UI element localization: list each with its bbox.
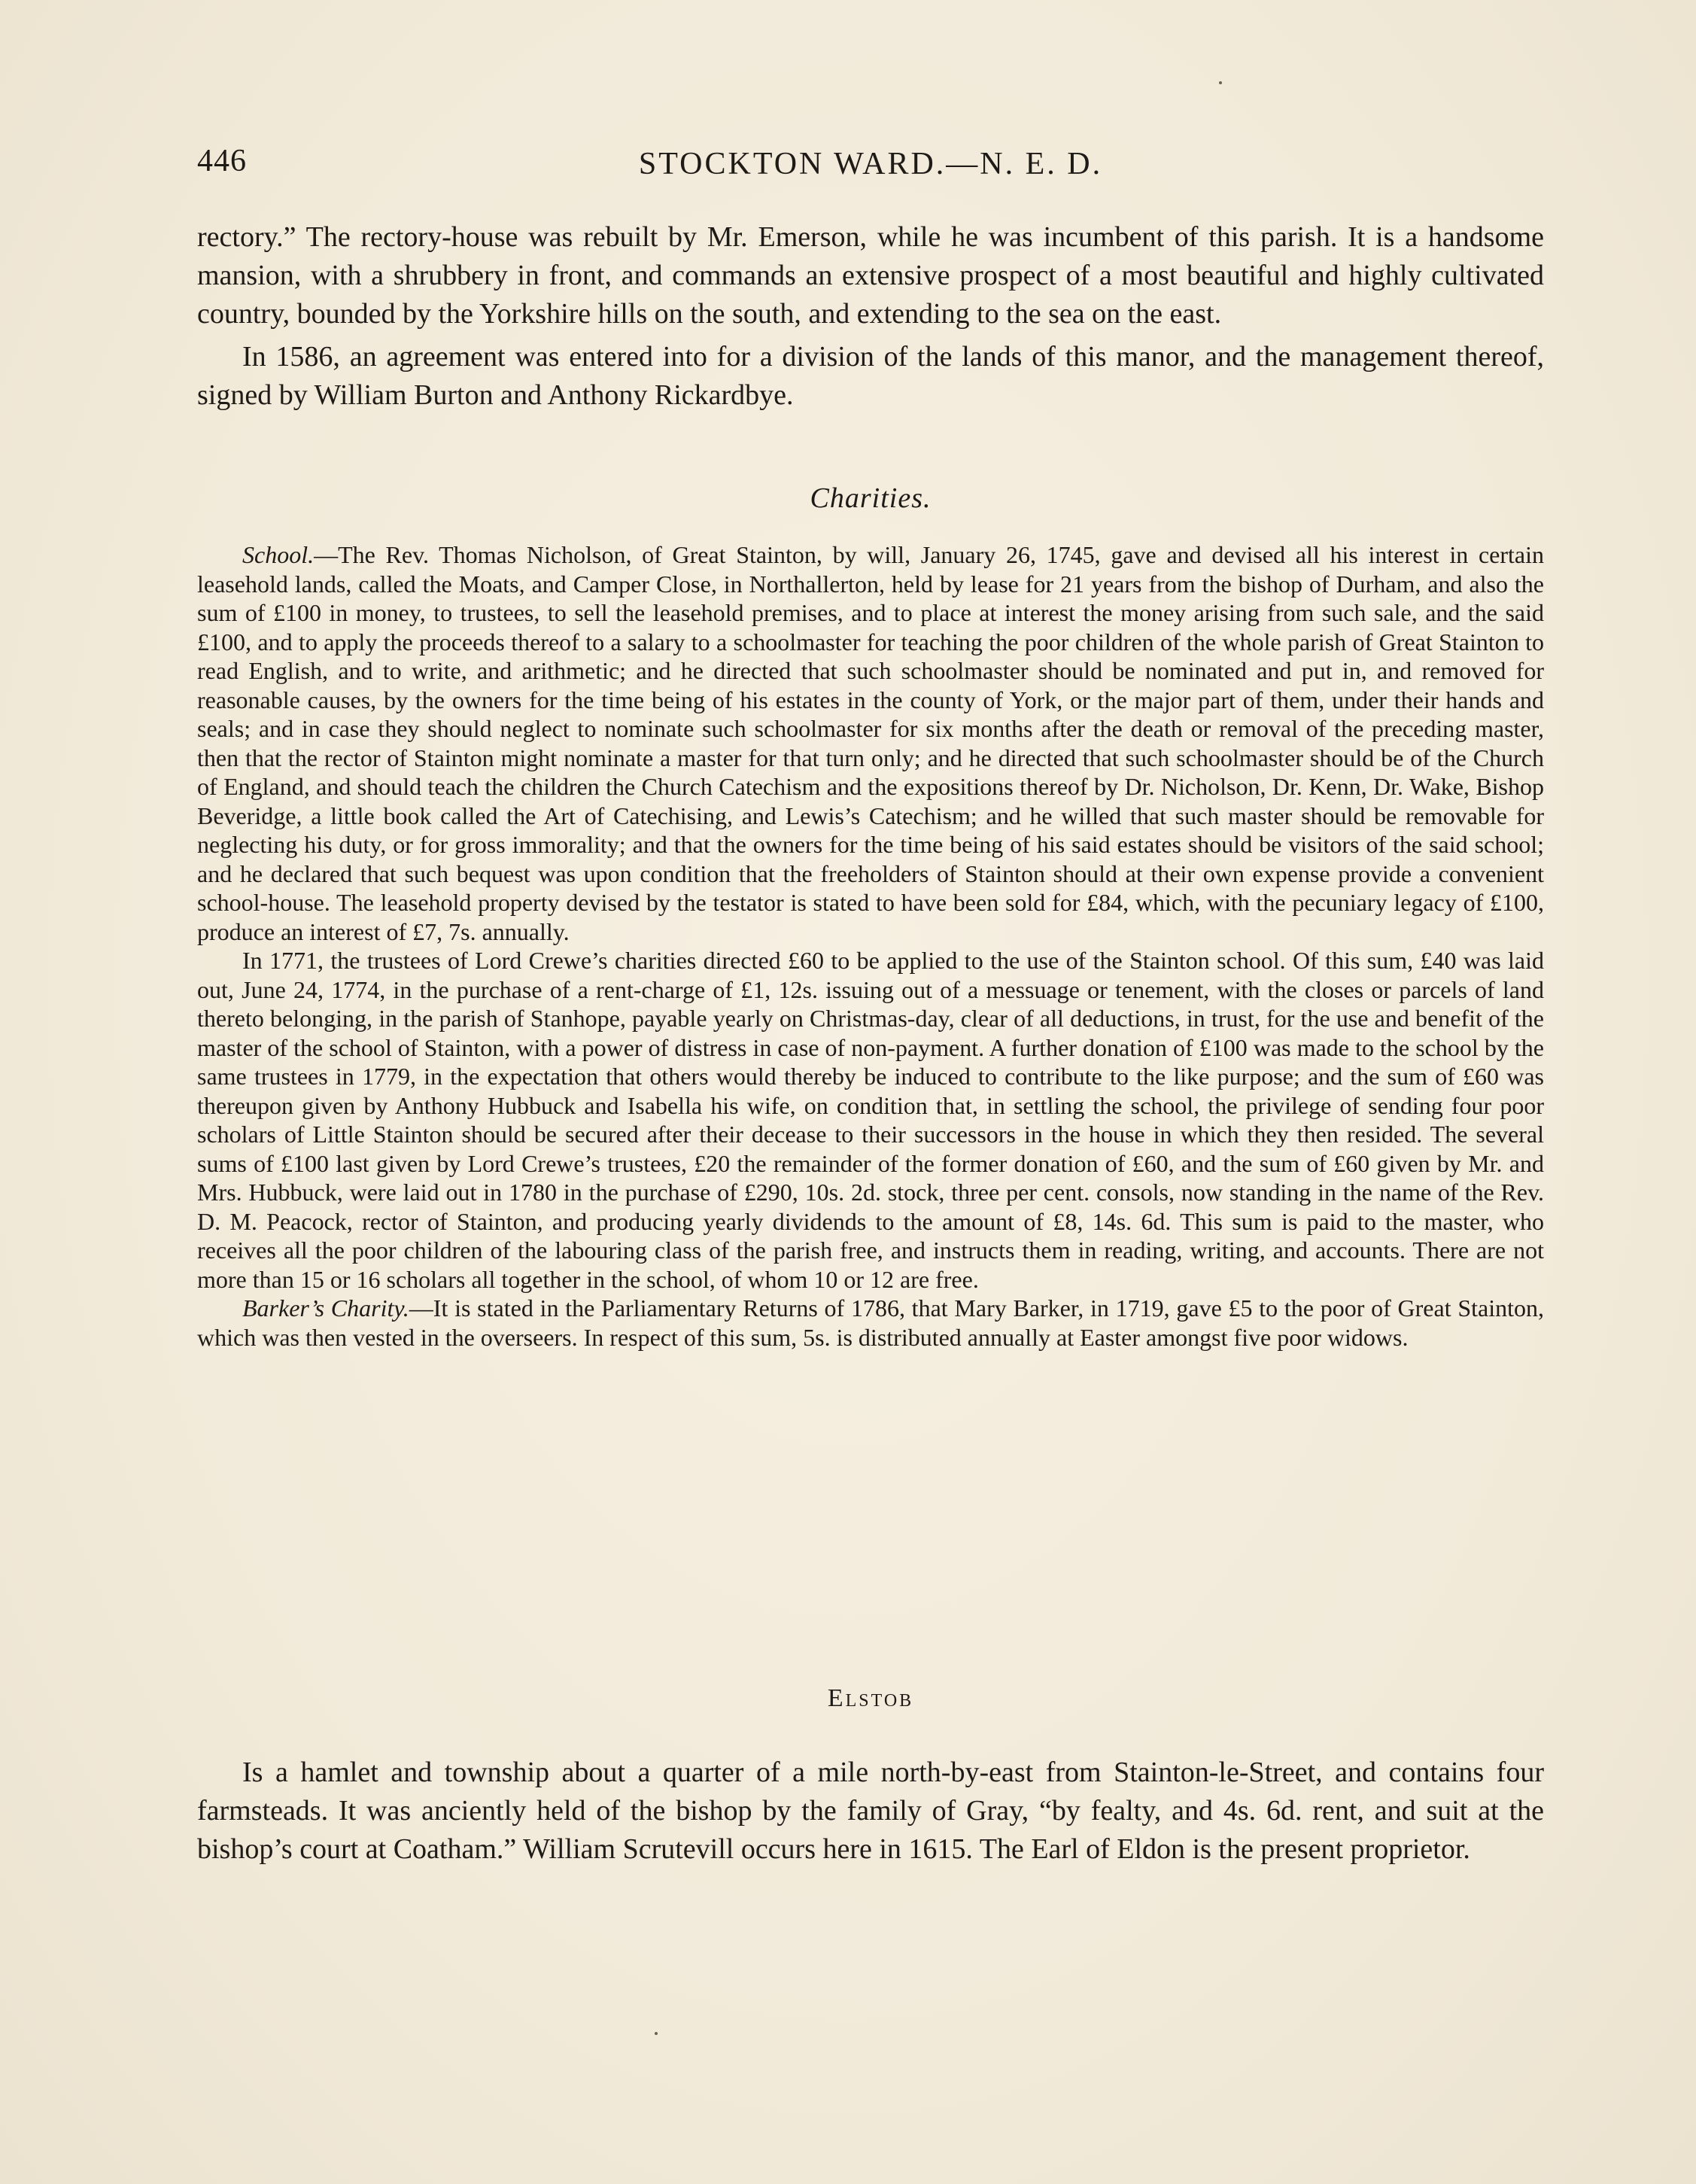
intro-paragraph: rectory.” The rectory-house was rebuilt by Mr. Emerson, while he was incumbent of this parish. It is a handsome mansion, with a shrubbery in front, and commands an extensive prospect of a most beautiful and highly cultivated country, bounded by the Yorkshire hills on the south, and extending to the sea on the east. (197, 221, 1544, 330)
intro-paragraph: In 1586, an agreement was entered into for a division of the lands of this manor, and the management thereof, signed by William Burton and Anthony Rickardbye. (197, 341, 1544, 411)
charities-section (197, 540, 1544, 1352)
barker-text: —It is stated in the Parliamentary Returns of 1786, that Mary Barker, in 1719, gave £5 to the poor of Great Stainton, which was then vested in the overseers. In respect of this sum, 5s. is distributed annually at Easter amongst five poor widows. (197, 1294, 1545, 1351)
crewe-paragraph: In 1771, the trustees of Lord Crewe’s charities directed £60 to be applied to the use of the Stainton school. Of this sum, £40 was laid out, June 24, 1774, in the purchase of a rent-charge of £1, 12s. issuing out of a messuage or tenement, with the closes or parcels of land thereto belonging, in the parish of Stanhope, payable yearly on Christmas-day, clear of all deductions, in trust, for the use and benefit of the master of the school of Stainton, with a power of distress in case of non-payment. A further donation of £100 was made to the school by the same trustees in 1779, in the expectation that others would thereby be induced to contribute to the like purpose; and the sum of £60 was thereupon given by Anthony Hubbuck and Isabella his wife, on condition that, in settling the school, the privilege of sending four poor scholars of Little Stainton should be secured after their decease to their successors in the house in which they then resided. The several sums of £100 last given by Lord Crewe’s trustees, £20 the remainder of the former donation of £60, and the sum of £60 given by Mr. and Mrs. Hubbuck, were laid out in 1780 in the purchase of £290, 10s. 2d. stock, three per cent. consols, now standing in the name of the Rev. D. M. Peacock, rector of Stainton, and producing yearly dividends to the amount of £8, 14s. 6d. This sum is paid to the master, who receives all the poor children of the labouring class of the parish free, and instructs them in reading, writing, and accounts. There are not more than 15 or 16 scholars all together in the school, of whom 10 or 12 are free. (197, 947, 1544, 1293)
paper-speck (1219, 81, 1222, 84)
page-number: 446 (197, 144, 247, 178)
barker-paragraph (197, 1294, 1544, 1352)
school-text: —The Rev. Thomas Nicholson, of Great Stainton, by will, January 26, 1745, gave and devised all his interest in certain leasehold lands, called the Moats, and Camper Close, in Northallerton, held by lease for 21 years from the bishop of Durham, and also the sum of £100 in money, to trustees, to sell the leasehold premises, and to place at interest the money arising from such sale, and the said £100, and to apply the proceeds thereof to a salary to a schoolmaster for teaching the poor children of the whole parish of Great Stainton to read English, and to write, and arithmetic; and he directed that such schoolmaster should be nominated and put in, and removed for reasonable causes, by the owners for the time being of his estates in the county of York, or the major part of them, under their hands and seals; and in case they should neglect to nominate such schoolmaster for six months after the death or removal of the preceding master, then that the rector of Stainton might nominate a master for that turn only; and he directed that such schoolmaster should be of the Church of England, and should teach the children the Church Catechism and the expositions thereof by Dr. Nicholson, Dr. Kenn, Dr. Wake, Bishop Beveridge, a little book called the Art of Catechising, and Lewis’s Catechism; and he willed that such master should be removable for neglecting his duty, or for gross immorality; and that the owners for the time being of his said estates should be visitors of the said school; and he declared that such bequest was upon condition that the freeholders of Stainton should at their own expense provide a convenient school-house. The leasehold property devised by the testator is stated to have been sold for £84, which, with the pecuniary legacy of £100, produce an interest of £7, 7s. annually. (197, 541, 1544, 945)
barker-label: Barker’s Charity. (242, 1294, 409, 1322)
elstob-section (197, 1754, 1544, 1869)
elstob-heading: Elstob (827, 1684, 914, 1712)
elstob-paragraph: Is a hamlet and township about a quarter of a mile north-by-east from Stainton-le-Street, and contains four farmsteads. It was anciently held of the bishop by the family of Gray, “by fealty, and 4s. 6d. rent, and suit at the bishop’s court at Coatham.” William Scrutevill occurs here in 1615. The Earl of Eldon is the present proprietor. (197, 1757, 1544, 1865)
running-title: STOCKTON WARD.—N. E. D. (638, 147, 1103, 181)
intro-section (197, 218, 1544, 415)
charities-heading: Charities. (810, 482, 932, 514)
school-paragraph (197, 540, 1544, 946)
school-label: School. (242, 541, 315, 568)
running-head (197, 143, 1544, 188)
paper-speck (655, 2032, 658, 2035)
